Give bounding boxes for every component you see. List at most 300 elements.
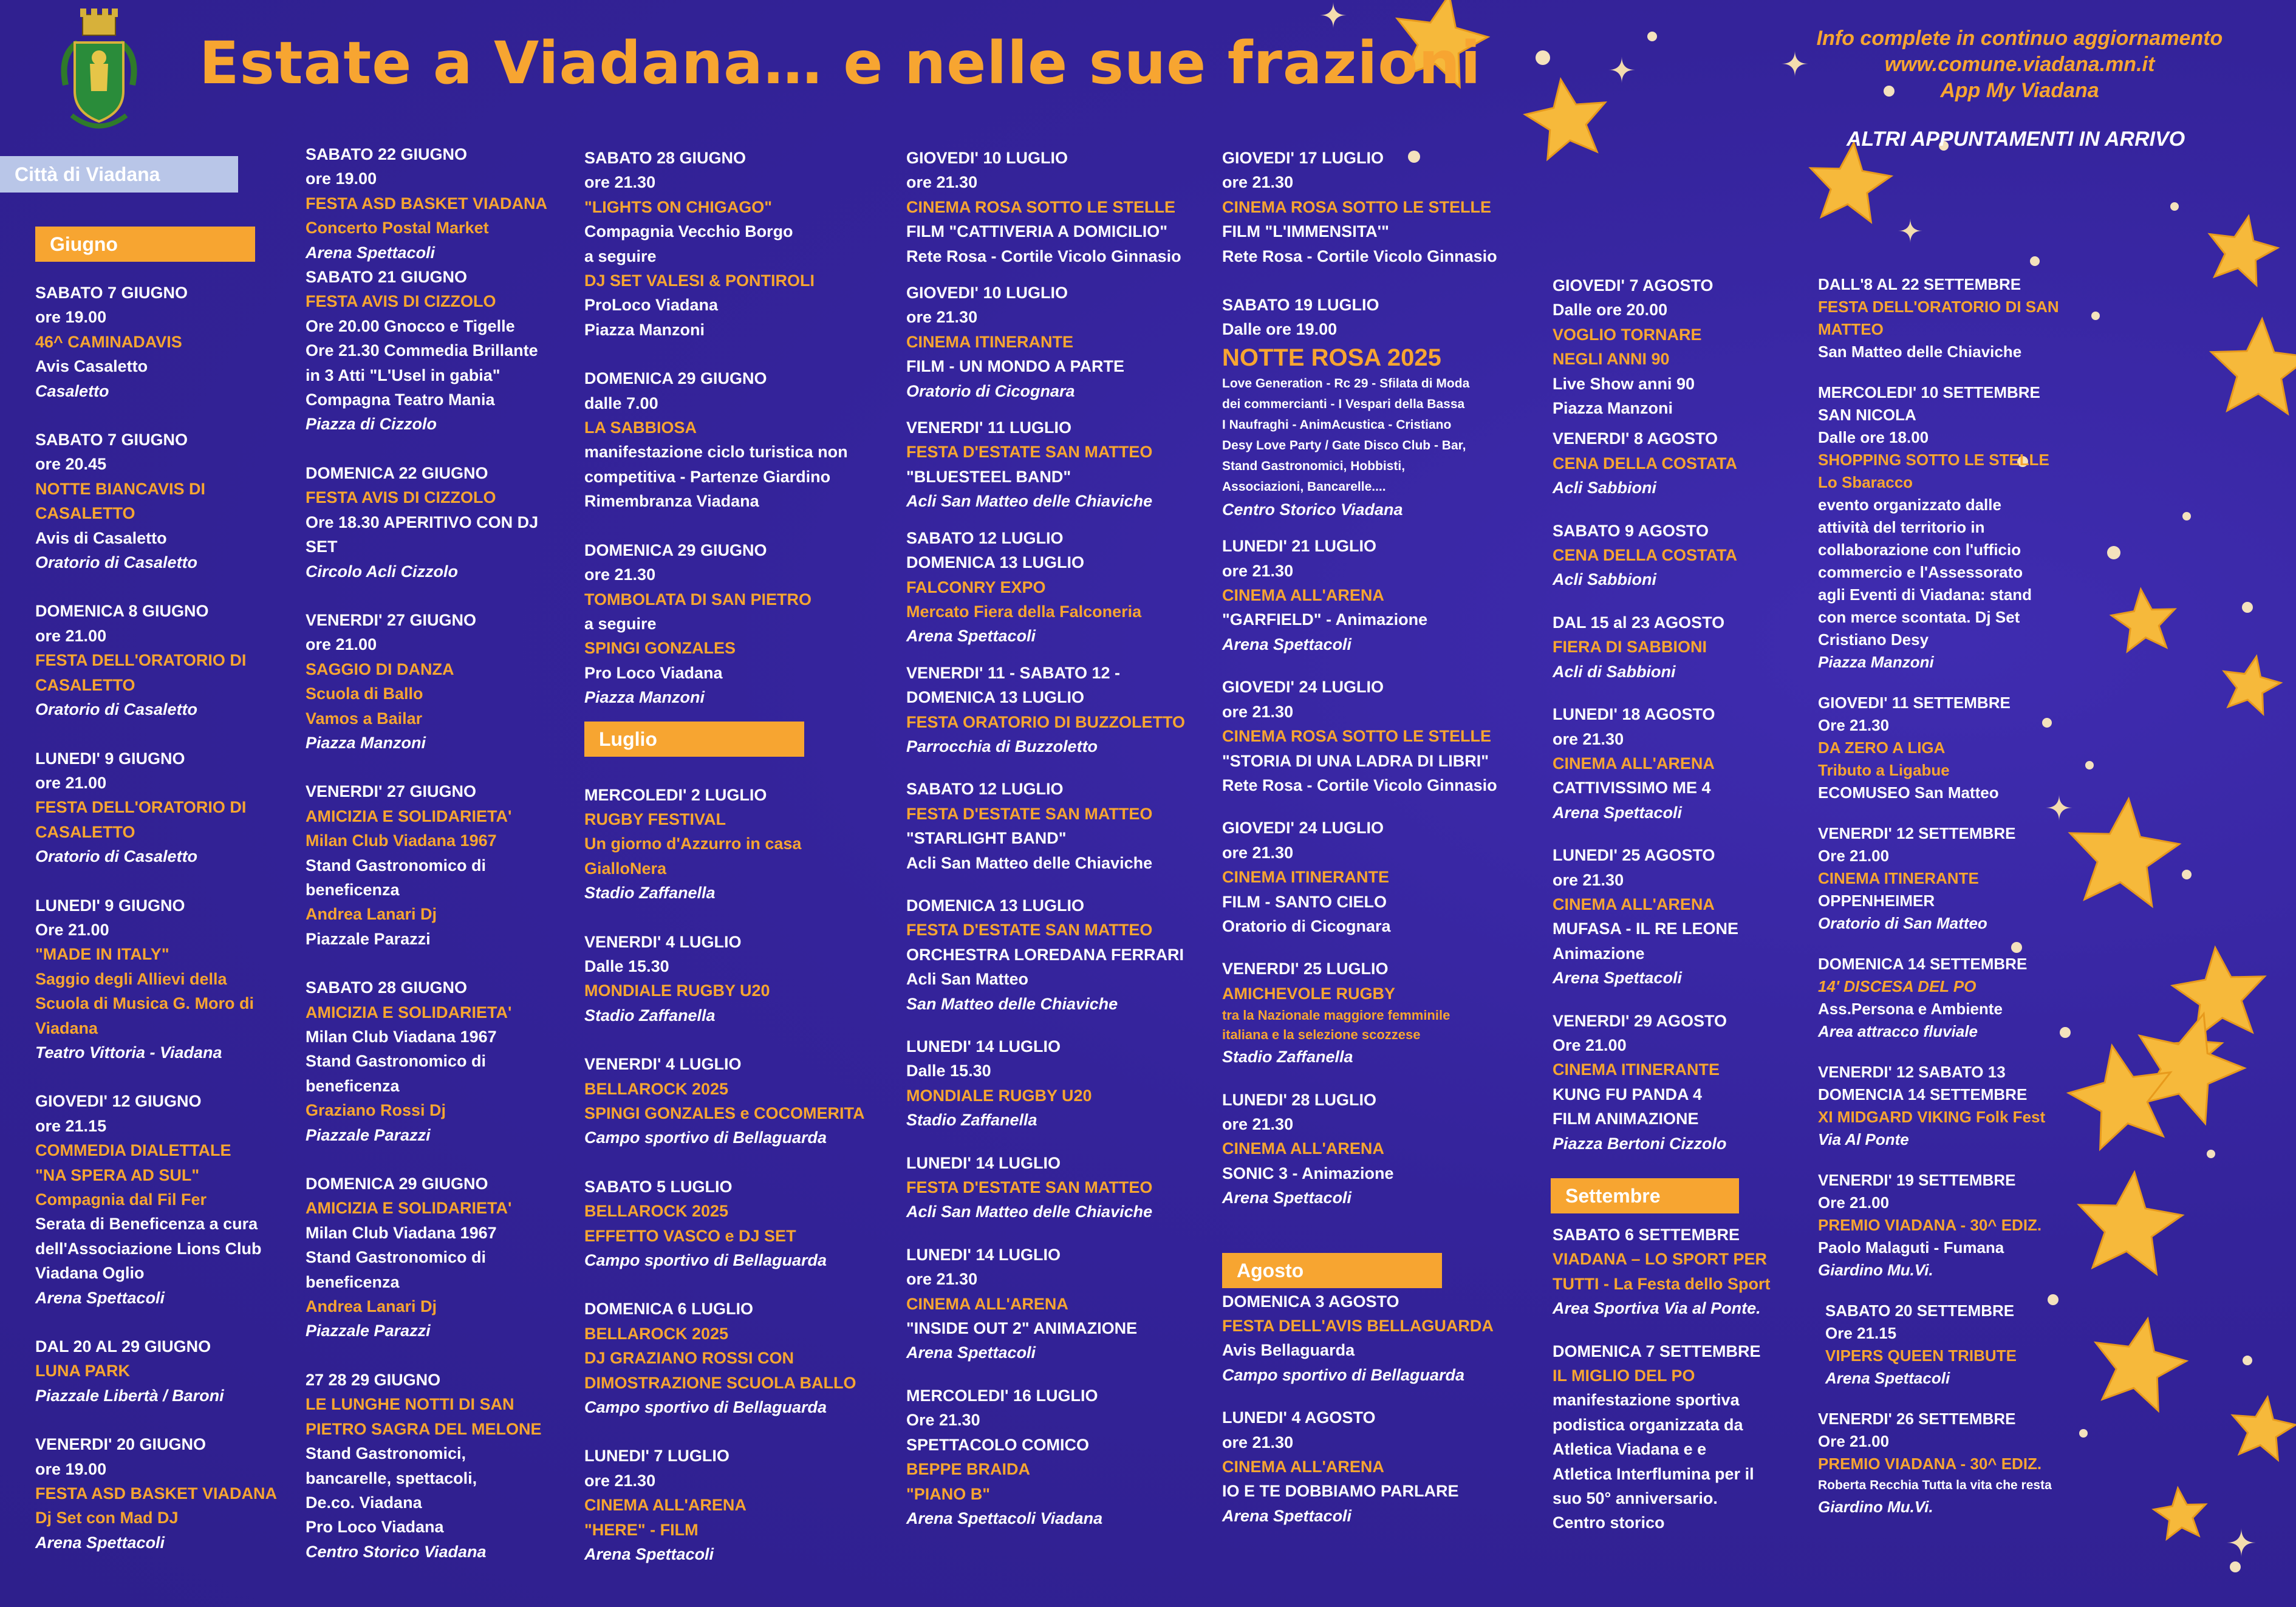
event-line: ore 21.30 <box>906 173 978 192</box>
event-item <box>1222 1405 1502 1528</box>
event-line: LUNEDI' 25 AGOSTO <box>1553 846 1715 865</box>
event-item <box>1818 1408 2067 1518</box>
event-line: suo 50° anniversario. <box>1553 1489 1718 1508</box>
event-line: SPETTACOLO COMICO <box>906 1435 1089 1454</box>
event-line: MATTEO <box>1818 320 1884 338</box>
event-line: Ore 21.00 <box>1818 1193 1890 1212</box>
event-line: NEGLI ANNI 90 <box>1553 350 1670 369</box>
event-line: ore 21.30 <box>1222 702 1294 721</box>
event-line: Centro Storico Viadana <box>1222 500 1403 519</box>
event-line: LUNEDI' 14 LUGLIO <box>906 1037 1061 1056</box>
event-line: FILM ANIMAZIONE <box>1553 1110 1699 1128</box>
event-item <box>35 1089 278 1310</box>
event-line: Milan Club Viadana 1967 <box>306 1028 497 1046</box>
event-line: Scuola di Musica G. Moro di <box>35 994 255 1013</box>
event-line: Rimembranza Viadana <box>584 492 759 511</box>
dot-icon <box>2091 312 2100 320</box>
event-line: DOMENICA 22 GIUGNO <box>306 463 488 482</box>
event-line: CASALETTO <box>35 504 135 523</box>
event-line: Arena Spettacoli <box>584 1545 714 1564</box>
event-line: Arena Spettacoli <box>1222 635 1352 653</box>
event-item <box>35 893 278 1065</box>
event-line: Cristiano Desy <box>1818 630 1929 649</box>
event-line: LUNEDI' 4 AGOSTO <box>1222 1408 1376 1427</box>
dot-icon <box>2170 202 2179 211</box>
events-column <box>906 146 1198 1555</box>
event-line: Piazzale Parazzi <box>306 1125 431 1144</box>
event-line: CINEMA ALL'ARENA <box>1553 895 1715 913</box>
event-line: Acli San Matteo <box>906 970 1029 989</box>
event-line: Arena Spettacoli <box>1553 803 1683 822</box>
event-line: SABATO 5 LUGLIO <box>584 1177 733 1196</box>
event-line: VENERDI' 20 GIUGNO <box>35 1435 206 1454</box>
dot-icon <box>2207 1150 2215 1158</box>
event-item <box>306 975 561 1147</box>
event-line: LE LUNGHE NOTTI DI SAN <box>306 1395 514 1414</box>
event-line: Piazzale Libertà / Baroni <box>35 1386 224 1405</box>
month-giugno: Giugno <box>35 227 255 262</box>
event-line: Compagna Teatro Mania <box>306 391 495 409</box>
event-line: NOTTE ROSA 2025 <box>1222 344 1441 371</box>
event-line: collaborazione con l'ufficio <box>1818 541 2021 559</box>
event-line: ore 21.30 <box>1553 729 1624 748</box>
event-line: PREMIO VIADANA - 30^ EDIZ. <box>1818 1455 2042 1473</box>
event-line: DAL 15 al 23 AGOSTO <box>1553 613 1725 632</box>
event-line: "PIANO B" <box>906 1484 991 1503</box>
event-line: in 3 Atti "L'Usel in gabia" <box>306 366 501 384</box>
event-item <box>906 281 1198 403</box>
event-line: ore 20.45 <box>35 455 107 474</box>
event-line: Un giorno d'Azzurro in casa <box>584 834 802 853</box>
event-line: Oratorio di San Matteo <box>1818 914 1987 932</box>
event-line: ore 21.00 <box>306 635 377 654</box>
event-item <box>584 146 870 342</box>
event-line: VENERDI' 25 LUGLIO <box>1222 960 1389 978</box>
event-line: MUFASA - IL RE LEONE <box>1553 920 1739 938</box>
event-item <box>306 608 561 755</box>
event-line: RUGBY FESTIVAL <box>584 810 726 828</box>
event-line: Pro Loco Viadana <box>584 663 723 682</box>
event-line: MERCOLEDI' 16 LUGLIO <box>906 1386 1098 1405</box>
event-line: SABATO 20 SETTEMBRE <box>1825 1302 2015 1320</box>
event-line: Acli San Matteo delle Chiaviche <box>906 1203 1153 1221</box>
event-line: Area attracco fluviale <box>1818 1022 1978 1040</box>
event-line: AMICIZIA E SOLIDARIETA' <box>306 1003 512 1022</box>
event-item <box>584 366 870 513</box>
event-line: DAL 20 AL 29 GIUGNO <box>35 1337 211 1356</box>
event-line: Atletica Viadana e e <box>1553 1440 1707 1459</box>
event-line: SHOPPING SOTTO LE STELLE <box>1818 451 2049 469</box>
sparkle-icon <box>1608 56 1635 83</box>
website-link[interactable]: www.comune.viadana.mn.it <box>1884 53 2155 76</box>
event-line: LUNEDI' 21 LUGLIO <box>1222 537 1376 556</box>
event-line: agli Eventi di Viadana: stand <box>1818 585 2032 604</box>
event-line: Dalle 15.30 <box>906 1062 991 1080</box>
event-line: beneficenza <box>306 1272 400 1291</box>
event-line: ore 19.00 <box>306 169 377 188</box>
event-line: PREMIO VIADANA - 30^ EDIZ. <box>1818 1216 2042 1234</box>
event-line: ECOMUSEO San Matteo <box>1818 783 1999 802</box>
event-line: Animazione <box>1553 944 1645 963</box>
event-line: ore 21.30 <box>906 308 978 327</box>
event-line: "STORIA DI UNA LADRA DI LIBRI" <box>1222 751 1489 770</box>
event-line: FILM - SANTO CIELO <box>1222 892 1387 911</box>
event-item <box>1553 1223 1783 1321</box>
star-icon <box>1811 143 1891 222</box>
event-line: OPPENHEIMER <box>1818 892 1935 910</box>
star-icon <box>2210 216 2278 285</box>
event-line: Casaletto <box>35 381 109 400</box>
event-item <box>1818 692 2067 804</box>
event-line: ore 21.15 <box>35 1116 107 1135</box>
event-line: Concerto Postal Market <box>306 219 489 237</box>
event-line: GIOVEDI' 24 LUGLIO <box>1222 678 1384 697</box>
event-line: Ore 18.30 APERITIVO CON DJ <box>306 513 539 531</box>
event-item <box>1818 1061 2067 1151</box>
event-line: Arena Spettacoli <box>1222 1506 1352 1525</box>
event-item <box>1553 702 1783 825</box>
event-line: Acli Sabbioni <box>1553 570 1657 589</box>
event-line: Centro storico <box>1553 1513 1665 1532</box>
event-line: "LIGHTS ON CHIGAGO" <box>584 197 773 216</box>
event-line: CINEMA ITINERANTE <box>906 332 1073 351</box>
event-line: Ore 21.00 <box>35 920 109 939</box>
event-line: IO E TE DOBBIAMO PARLARE <box>1222 1482 1459 1501</box>
event-line: "GARFIELD" - Animazione <box>1222 610 1428 629</box>
event-line: DOMENICA 29 GIUGNO <box>584 541 767 559</box>
star-icon <box>2079 1172 2182 1274</box>
event-line: Parrocchia di Buzzoletto <box>906 737 1098 756</box>
event-line: attività del territorio in <box>1818 518 1985 536</box>
event-item <box>584 1297 870 1419</box>
event-line: DOMENICA 8 GIUGNO <box>35 602 209 621</box>
event-line: ProLoco Viadana <box>584 296 719 315</box>
sparkle-icon <box>1898 219 1922 243</box>
event-line: VENERDI' 12 SABATO 13 <box>1818 1063 2006 1081</box>
event-line: San Matteo delle Chiaviche <box>1818 343 2022 361</box>
event-line: Andrea Lanari Dj <box>306 905 437 924</box>
event-line: a seguire <box>584 247 657 265</box>
event-line: Ore 21.30 <box>1818 716 1890 734</box>
event-line: Circolo Acli Cizzolo <box>306 562 459 581</box>
event-line: CINEMA ALL'ARENA <box>1222 1458 1384 1476</box>
event-line: MONDIALE RUGBY U20 <box>906 1086 1092 1105</box>
event-item <box>35 1432 278 1555</box>
event-line: Stand Gastronomici, <box>306 1444 466 1463</box>
event-line: SABATO 7 GIUGNO <box>35 284 188 302</box>
star-icon <box>2096 1319 2186 1411</box>
event-line: Arena Spettacoli Viadana <box>906 1509 1103 1527</box>
event-line: FESTA AVIS DI CIZZOLO <box>306 488 496 507</box>
event-line: DOMENICA 29 GIUGNO <box>306 1175 488 1193</box>
event-line: Stand Gastronomici, Hobbisti, <box>1222 459 1406 473</box>
event-line: beneficenza <box>306 880 400 899</box>
event-line: ore 21.00 <box>35 773 107 792</box>
event-line: CINEMA ITINERANTE <box>1553 1060 1720 1079</box>
event-line: Piazza di Cizzolo <box>306 415 437 434</box>
event-line: ore 21.30 <box>584 1471 656 1490</box>
event-line: Love Generation - Rc 29 - Sfilata di Moda <box>1222 376 1470 391</box>
event-line: AMICIZIA E SOLIDARIETA' <box>306 1199 512 1218</box>
event-line: GIOVEDI' 17 LUGLIO <box>1222 149 1384 167</box>
event-line: Acli San Matteo delle Chiaviche <box>906 853 1153 872</box>
event-line: LUNEDI' 14 LUGLIO <box>906 1245 1061 1264</box>
event-line: TOMBOLATA DI SAN PIETRO <box>584 590 811 609</box>
event-line: LUNEDI' 18 AGOSTO <box>1553 705 1715 724</box>
event-line: Ore 21.00 <box>1818 847 1890 865</box>
event-line: dei commercianti - I Vespari della Bassa <box>1222 397 1465 411</box>
star-icon <box>2233 1397 2296 1460</box>
event-line: "BLUESTEEL BAND" <box>906 467 1071 486</box>
event-line: SABATO 12 LUGLIO <box>906 780 1064 799</box>
event-line: I Naufraghi - AnimAcustica - Cristiano <box>1222 417 1452 432</box>
dot-icon <box>2243 1356 2252 1365</box>
event-item <box>906 777 1198 875</box>
month-luglio: Luglio <box>584 722 804 757</box>
info-block <box>1783 26 2257 104</box>
event-item <box>306 142 561 265</box>
event-line: ore 21.30 <box>1222 561 1294 580</box>
event-item <box>584 1175 870 1273</box>
event-line: MONDIALE RUGBY U20 <box>584 981 770 1000</box>
event-line: VENERDI' 26 SETTEMBRE <box>1818 1410 2016 1428</box>
event-line: "NA SPERA AD SUL" <box>35 1165 200 1184</box>
event-line: Ass.Persona e Ambiente <box>1818 1000 2003 1018</box>
event-line: AMICHEVOLE RUGBY <box>1222 984 1396 1003</box>
event-item <box>1553 843 1783 990</box>
event-line: CINEMA ROSA SOTTO LE STELLE <box>1222 727 1492 746</box>
event-line: DOMENICA 13 LUGLIO <box>906 688 1085 707</box>
event-item <box>584 538 870 710</box>
event-line: Viadana <box>35 1018 98 1037</box>
event-line: BELLAROCK 2025 <box>584 1324 729 1343</box>
event-line: VIADANA – LO SPORT PER <box>1553 1250 1768 1269</box>
event-line: DJ SET VALESI & PONTIROLI <box>584 271 815 290</box>
event-line: ore 21.30 <box>584 565 656 584</box>
event-line: SABATO 7 GIUGNO <box>35 431 188 449</box>
event-line: Via Al Ponte <box>1818 1130 1909 1148</box>
event-line: Scuola di Ballo <box>306 684 423 703</box>
event-line: FESTA DELL'ORATORIO DI <box>35 651 247 670</box>
sparkle-icon <box>2227 1528 2256 1557</box>
event-item <box>1553 610 1783 684</box>
event-line: CINEMA ALL'ARENA <box>1553 754 1715 773</box>
event-line: Rete Rosa - Cortile Vicolo Ginnasio <box>1222 776 1497 794</box>
dot-icon <box>2079 1429 2088 1438</box>
dot-icon <box>1536 50 1550 65</box>
event-line: MERCOLEDI' 2 LUGLIO <box>584 785 767 804</box>
event-line: LUNEDI' 7 LUGLIO <box>584 1447 729 1465</box>
event-line: Oratorio di Cicognara <box>1222 916 1391 935</box>
event-line: Tributo a Ligabue <box>1818 761 1950 779</box>
event-line: IL MIGLIO DEL PO <box>1553 1366 1695 1385</box>
event-item <box>35 746 278 869</box>
event-line: Pro Loco Viadana <box>306 1518 444 1537</box>
event-line: dalle 7.00 <box>584 394 658 412</box>
event-line: Piazza Manzoni <box>1553 399 1673 418</box>
event-line: Area Sportiva Via al Ponte. <box>1553 1299 1761 1318</box>
event-line: GIOVEDI' 10 LUGLIO <box>906 284 1068 302</box>
event-line: CINEMA ALL'ARENA <box>1222 1139 1384 1158</box>
event-item <box>1222 816 1502 938</box>
event-line: Piazzale Parazzi <box>306 1322 431 1340</box>
event-line: DALL'8 AL 22 SETTEMBRE <box>1818 275 2021 293</box>
event-line: FESTA DELL'ORATORIO DI <box>35 798 247 817</box>
event-line: VIPERS QUEEN TRIBUTE <box>1825 1346 2017 1365</box>
event-item <box>35 428 278 575</box>
star-icon <box>1525 80 1605 159</box>
altri-appuntamenti: ALTRI APPUNTAMENTI IN ARRIVO <box>1847 128 2185 151</box>
event-item <box>906 1384 1198 1530</box>
event-line: Avis Casaletto <box>35 357 148 376</box>
event-line: SAN NICOLA <box>1818 406 1916 424</box>
events-column <box>1553 273 1783 1560</box>
event-item <box>1222 534 1502 657</box>
event-line: Ore 21.15 <box>1825 1324 1897 1342</box>
event-line: SABATO 22 GIUGNO <box>306 145 468 163</box>
event-item <box>1818 1300 2067 1390</box>
event-line: LUNEDI' 14 LUGLIO <box>906 1153 1061 1172</box>
event-line: Arena Spettacoli <box>306 243 436 262</box>
event-line: ore 21.30 <box>1222 1114 1294 1133</box>
event-line: FALCONRY EXPO <box>906 578 1046 596</box>
event-line: Arena Spettacoli <box>906 627 1036 646</box>
event-line: Live Show anni 90 <box>1553 374 1695 393</box>
event-line: Dalle ore 20.00 <box>1553 301 1668 319</box>
event-line: Dalle ore 19.00 <box>1222 320 1338 339</box>
event-line: FILM "CATTIVERIA A DOMICILIO" <box>906 222 1168 241</box>
event-line: FESTA D'ESTATE SAN MATTEO <box>906 443 1153 462</box>
event-line: DIMOSTRAZIONE SCUOLA BALLO <box>584 1373 856 1392</box>
event-line: Oratorio di Casaletto <box>35 700 198 719</box>
event-item <box>1818 1169 2067 1281</box>
event-line: CINEMA ITINERANTE <box>1222 868 1389 887</box>
event-line: ore 21.30 <box>1222 173 1294 192</box>
event-item <box>906 1034 1198 1133</box>
event-line: competitiva - Partenze Giardino <box>584 467 831 486</box>
event-line: SABATO 6 SETTEMBRE <box>1553 1226 1740 1244</box>
dot-icon <box>2230 1561 2241 1572</box>
event-line: SABATO 12 LUGLIO <box>906 528 1064 547</box>
event-line: ore 21.30 <box>1222 1433 1294 1452</box>
event-line: VENERDI' 29 AGOSTO <box>1553 1011 1727 1030</box>
event-line: Andrea Lanari Dj <box>306 1297 437 1316</box>
event-line: LUNEDI' 28 LUGLIO <box>1222 1090 1376 1109</box>
events-column <box>1222 146 1502 1552</box>
event-line: Rete Rosa - Cortile Vicolo Ginnasio <box>906 247 1181 265</box>
event-line: XI MIDGARD VIKING Folk Fest <box>1818 1108 2046 1126</box>
event-item <box>1553 273 1783 420</box>
event-line: a seguire <box>584 614 657 633</box>
event-line: CENA DELLA COSTATA <box>1553 454 1737 473</box>
event-line: Oratorio di Casaletto <box>35 847 198 866</box>
event-line: Arena Spettacoli <box>1825 1369 1950 1387</box>
event-line: LUNEDI' 9 GIUGNO <box>35 749 185 768</box>
event-line: "HERE" - FILM <box>584 1520 699 1539</box>
event-line: FESTA ASD BASKET VIADANA <box>35 1484 278 1503</box>
event-line: Campo sportivo di Bellaguarda <box>1222 1365 1465 1384</box>
event-line: Milan Club Viadana 1967 <box>306 831 497 850</box>
event-line: Acli Sabbioni <box>1553 479 1657 497</box>
event-line: BELLAROCK 2025 <box>584 1079 729 1098</box>
event-line: 14' DISCESA DEL PO <box>1818 977 1977 995</box>
event-line: VENERDI' 4 LUGLIO <box>584 1055 742 1074</box>
event-line: De.co. Viadana <box>306 1493 422 1512</box>
event-line: DJ GRAZIANO ROSSI CON <box>584 1349 794 1368</box>
events-column <box>584 146 870 1591</box>
event-item <box>1553 1009 1783 1156</box>
event-item <box>35 281 278 403</box>
event-line: Roberta Recchia Tutta la vita che resta <box>1818 1478 2052 1492</box>
month-settembre: Settembre <box>1551 1178 1739 1213</box>
event-item <box>1553 519 1783 592</box>
event-line: Stadio Zaffanella <box>1222 1048 1353 1066</box>
event-line: Ore 21.00 <box>1553 1036 1627 1054</box>
event-line: NOTTE BIANCAVIS DI <box>35 479 206 498</box>
event-line: ore 21.30 <box>906 1270 978 1289</box>
event-line: VOGLIO TORNARE <box>1553 325 1702 344</box>
event-line: Avis di Casaletto <box>35 528 167 547</box>
event-item <box>1553 1339 1783 1535</box>
event-line: bancarelle, spettacoli, <box>306 1469 477 1487</box>
event-line: "MADE IN ITALY" <box>35 945 169 964</box>
event-line: GIOVEDI' 24 LUGLIO <box>1222 819 1384 838</box>
event-line: FILM - UN MONDO A PARTE <box>906 357 1124 376</box>
event-line: Teatro Vittoria - Viadana <box>35 1043 222 1062</box>
dot-icon <box>1647 32 1657 41</box>
month-agosto: Agosto <box>1222 1253 1442 1288</box>
event-line: VENERDI' 11 LUGLIO <box>906 418 1071 437</box>
event-line: GIOVEDI' 12 GIUGNO <box>35 1092 202 1111</box>
event-line: ore 19.00 <box>35 1459 107 1478</box>
event-line: beneficenza <box>306 1076 400 1095</box>
event-line: VENERDI' 12 SETTEMBRE <box>1818 824 2016 842</box>
event-item <box>584 783 870 906</box>
event-line: Rete Rosa - Cortile Vicolo Ginnasio <box>1222 247 1497 265</box>
event-line: Stadio Zaffanella <box>584 1006 716 1025</box>
event-line: San Matteo delle Chiaviche <box>906 994 1118 1013</box>
event-line: ore 21.30 <box>1222 843 1294 862</box>
events-column <box>1818 273 2067 1543</box>
event-line: SABATO 19 LUGLIO <box>1222 296 1379 315</box>
event-line: Oratorio di Casaletto <box>35 553 198 572</box>
event-line: manifestazione ciclo turistica non <box>584 443 848 462</box>
event-item <box>1222 146 1502 268</box>
event-line: Piazza Manzoni <box>306 733 426 752</box>
event-line: VENERDI' 4 LUGLIO <box>584 932 742 951</box>
event-line: "INSIDE OUT 2" ANIMAZIONE <box>906 1319 1138 1338</box>
event-line: Campo sportivo di Bellaguarda <box>584 1128 827 1147</box>
star-icon <box>2224 657 2281 714</box>
event-line: CASALETTO <box>35 822 135 841</box>
event-line: SPINGI GONZALES e COCOMERITA <box>584 1104 865 1122</box>
page-title: Estate a Viadana… e nelle sue frazioni <box>199 29 1481 97</box>
event-line: italiana e la selezione scozzese <box>1222 1027 1421 1043</box>
event-line: ore 21.00 <box>35 626 107 645</box>
event-line: Piazza Bertoni Cizzolo <box>1553 1134 1727 1153</box>
dot-icon <box>2182 870 2192 879</box>
event-line: DOMENICA 7 SETTEMBRE <box>1553 1342 1761 1360</box>
event-line: CINEMA ITINERANTE <box>1818 869 1979 887</box>
event-line: CINEMA ROSA SOTTO LE STELLE <box>906 197 1176 216</box>
event-line: LUNA PARK <box>35 1362 130 1380</box>
event-item <box>1222 957 1502 1069</box>
event-line: Arena Spettacoli <box>1222 1189 1352 1207</box>
event-line: Graziano Rossi Dj <box>306 1101 446 1120</box>
event-item <box>35 599 278 722</box>
event-item <box>306 1368 561 1564</box>
event-line: SPINGI GONZALES <box>584 639 736 658</box>
